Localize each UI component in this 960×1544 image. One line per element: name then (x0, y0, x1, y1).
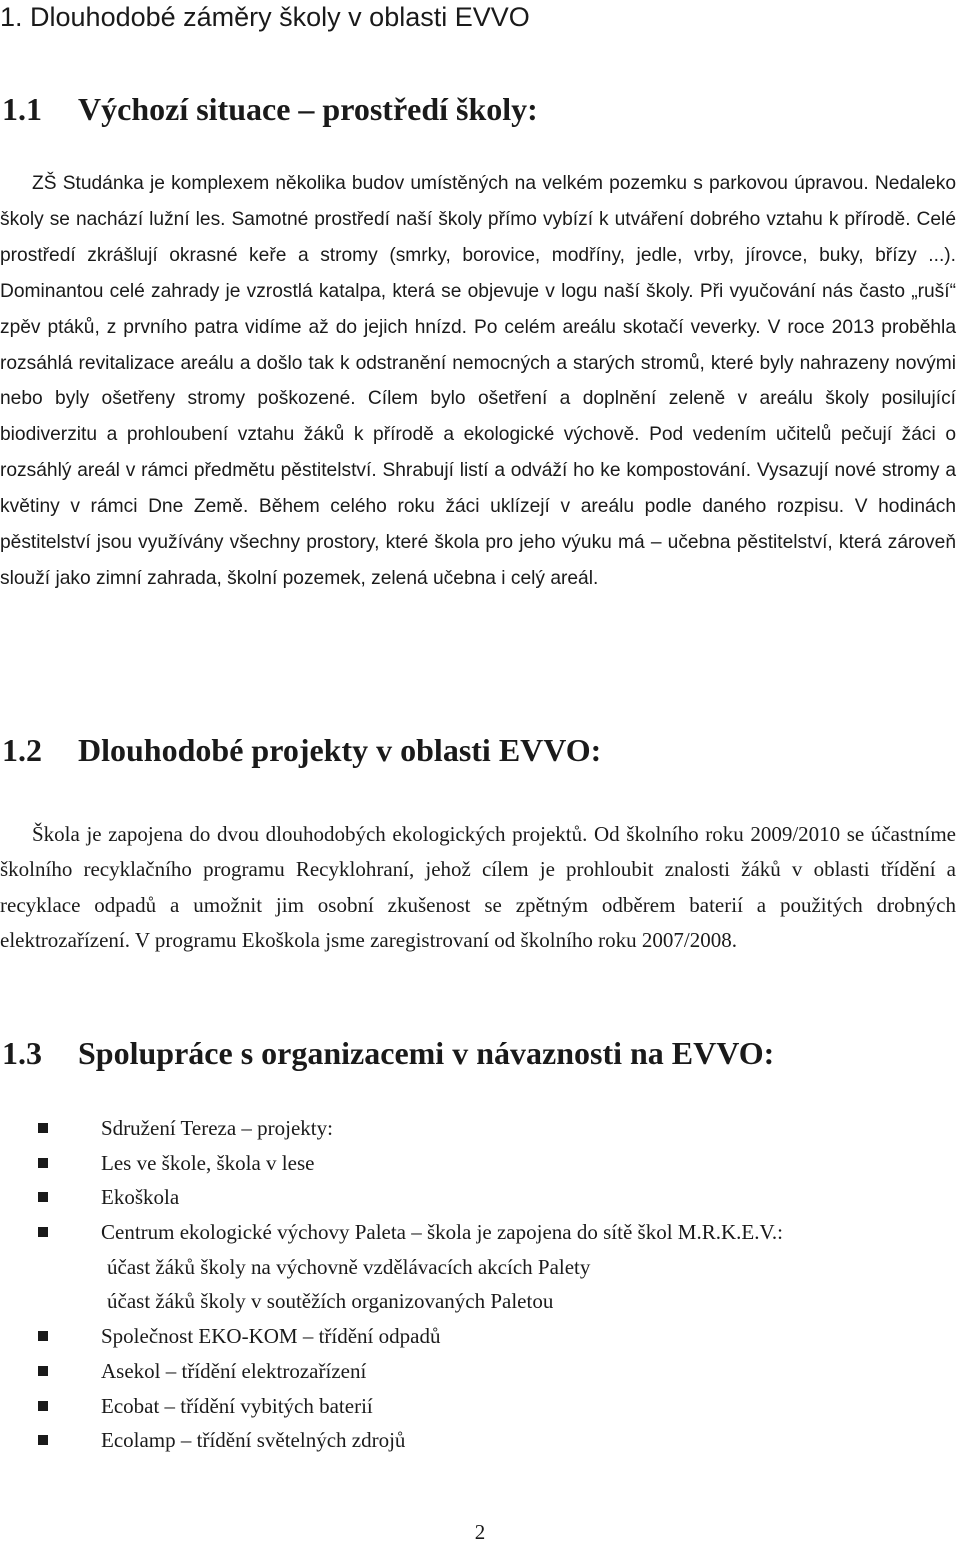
list-item-text: Ekoškola (101, 1185, 180, 1210)
section-heading-1-2 (2, 730, 601, 770)
section-title: Dlouhodobé projekty v oblasti EVVO: (78, 732, 602, 768)
section-title: Spolupráce s organizacemi v návaznosti na EVVO: (78, 1035, 775, 1071)
section-1-1-paragraph (0, 166, 956, 597)
list-item-text: Centrum ekologické výchovy Paleta – škola je zapojena do sítě škol M.R.K.E.V.: (101, 1220, 783, 1245)
section-number: 1.1 (2, 91, 42, 127)
list-subitem (0, 1250, 960, 1285)
list-subitem-text: účast žáků školy na výchovně vzdělávacích akcích Palety (107, 1254, 591, 1279)
section-1-2-paragraph (0, 817, 956, 959)
section-number: 1.2 (2, 732, 42, 768)
list-item-text: Asekol – třídění elektrozařízení (101, 1358, 367, 1383)
page-number: 2 (474, 1520, 486, 1544)
section-heading-1-1 (2, 89, 538, 129)
document-heading: 1. Dlouhodobé záměry školy v oblasti EVVO (0, 2, 530, 32)
list-item-text: Ecolamp – třídění světelných zdrojů (101, 1428, 406, 1453)
list-item (0, 1319, 960, 1354)
bullet-square-icon (38, 1192, 48, 1202)
bullet-square-icon (38, 1435, 48, 1445)
organization-list (0, 1111, 960, 1458)
bullet-square-icon (38, 1366, 48, 1376)
bullet-square-icon (38, 1158, 48, 1168)
bullet-square-icon (38, 1331, 48, 1341)
list-item (0, 1180, 960, 1215)
list-item (0, 1354, 960, 1389)
section-1-1-text: ZŠ Studánka je komplexem několika budov umístěných na velkém pozemku s parkovou úpravou. Nedaleko školy se nachází lužní les. Samotné prostředí naší školy přímo vybízí k utváření dobrého vztahu k přírodě. Celé prostředí zkrášlují okrasné keře a stromy (smrky, borovice, modříny, jedle, vrby, jírovce, buky, břízy ...). Dominantou celé zahrady je vzrostlá katalpa, která se objevuje v logu naší školy. Při vyučování nás často „ruší“ zpěv ptáků, z prvního patra vidíme až do jejich hnízd. Po celém areálu skotačí veverky. V roce 2013 proběhla rozsáhlá revitalizace areálu a došlo tak k odstranění nemocných a starých stromů, které byly nahrazeny novými nebo byly ošetřeny stromy poškozené. Cílem bylo ošetření a doplnění zeleně v areálu školy posilující biodiverzitu a prohloubení vztahu žáků k přírodě a ekologické výchově. Pod vedením učitelů pečují žáci o rozsáhlý areál v rámci předmětu pěstitelství. Shrabují listí a odváží ho ke kompostování. Vysazují nové stromy a květiny v rámci Dne Země. Během celého roku žáci uklízejí v areálu podle daného rozpisu. V hodinách pěstitelství jsou využívány všechny prostory, které škola pro jeho výuku má – učebna pěstitelství, která zároveň slouží jako zimní zahrada, školní pozemek, zelená učebna i celý areál. (0, 173, 956, 589)
bullet-square-icon (38, 1123, 48, 1133)
bullet-square-icon (38, 1401, 48, 1411)
list-item (0, 1389, 960, 1424)
list-item (0, 1423, 960, 1458)
list-subitem (0, 1284, 960, 1319)
list-item-text: Společnost EKO-KOM – třídění odpadů (101, 1324, 441, 1349)
list-subitem-text: účast žáků školy v soutěžích organizovaných Paletou (107, 1289, 554, 1314)
section-title: Výchozí situace – prostředí školy: (78, 91, 538, 127)
section-1-2-text: Škola je zapojena do dvou dlouhodobých ekologických projektů. Od školního roku 2009/2010 se účastníme školního recyklačního programu Recyklohraní, jehož cílem je prohloubit znalosti žáků v oblasti třídění a recyklace odpadů a umožnit jim osobní zkušenost se zpětným odběrem baterií a použitých drobných elektrozařízení. V programu Ekoškola jsme zaregistrovaní od školního roku 2007/2008. (0, 822, 956, 953)
list-item (0, 1146, 960, 1181)
list-item (0, 1215, 960, 1250)
list-item-text: Ecobat – třídění vybitých baterií (101, 1393, 373, 1418)
list-item-text: Les ve škole, škola v lese (101, 1150, 315, 1175)
section-number: 1.3 (2, 1035, 42, 1071)
list-item (0, 1111, 960, 1146)
section-heading-1-3 (2, 1033, 774, 1073)
bullet-square-icon (38, 1227, 48, 1237)
list-item-text: Sdružení Tereza – projekty: (101, 1116, 333, 1140)
